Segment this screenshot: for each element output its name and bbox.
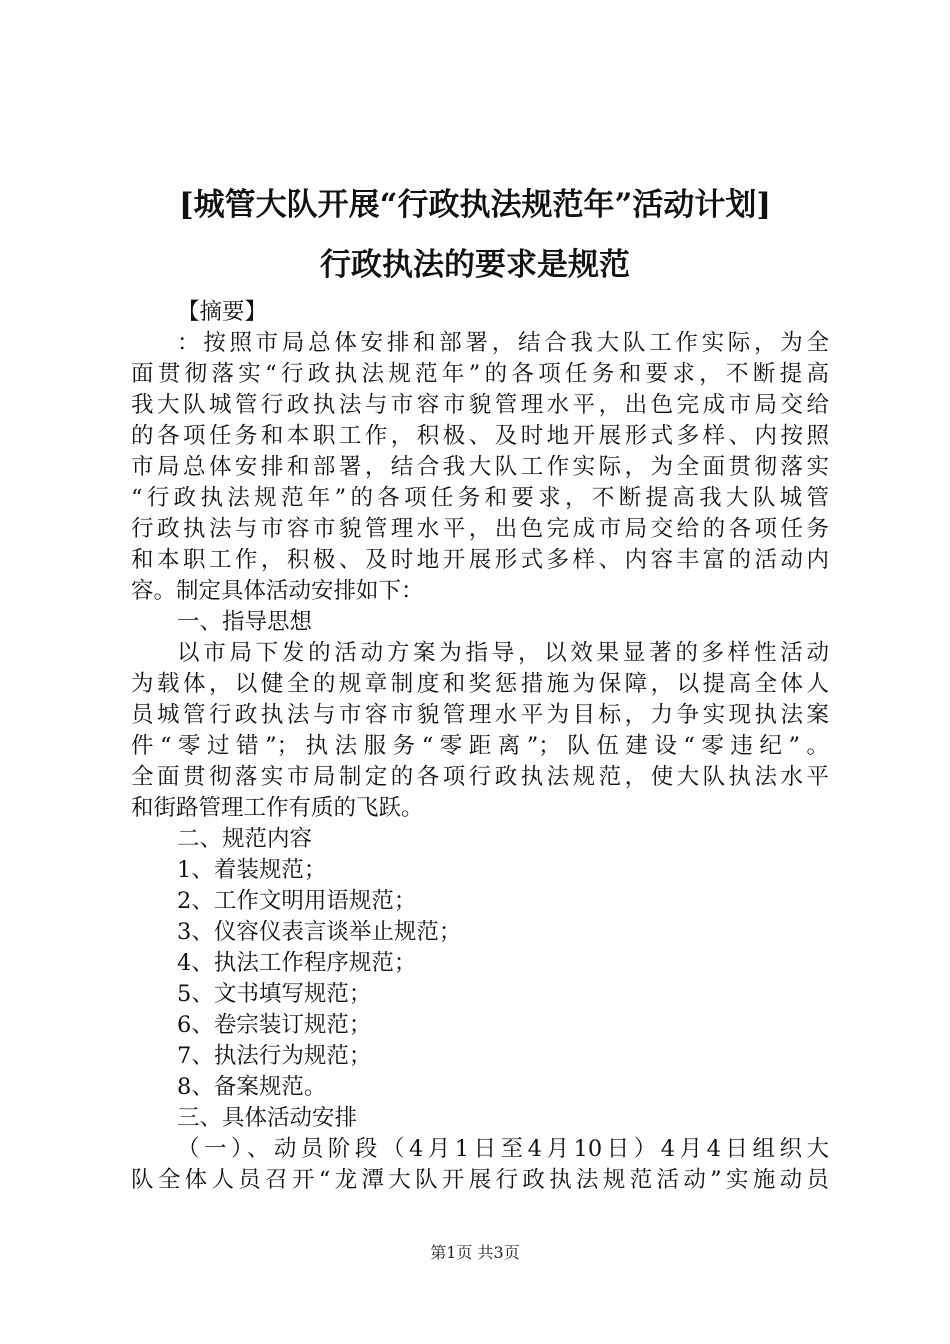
body-line: 件“零过错”；执法服务“零距离”；队伍建设“零违纪”。 <box>131 733 829 759</box>
body-line: 和街路管理工作有质的飞跃。 <box>131 795 424 821</box>
body-line: 员城管行政执法与市容市貌管理水平为目标，力争实现执法案 <box>131 702 829 728</box>
body-line: 和本职工作，积极、及时地开展形式多样、内容丰富的活动内 <box>131 547 829 573</box>
body-line: ：按照市局总体安排和部署，结合我大队工作实际，为全 <box>177 330 829 356</box>
list-item: 3、仪容仪表言谈举止规范； <box>177 919 462 945</box>
page-footer: 第1页 共3页 <box>430 1243 520 1262</box>
body-line: 的各项任务和本职工作，积极、及时地开展形式多样、内按照 <box>131 423 829 449</box>
body-line: 容。制定具体活动安排如下： <box>131 578 424 604</box>
document-title-line-1: [城管大队开展“行政执法规范年”活动计划] <box>179 187 771 223</box>
body-line: 行政执法与市容市貌管理水平，出色完成市局交给的各项任务 <box>131 516 829 542</box>
list-item: 6、卷宗装订规范； <box>177 1012 372 1038</box>
list-item: 5、文书填写规范； <box>177 981 372 1007</box>
body-line: 全面贯彻落实市局制定的各项行政执法规范，使大队执法水平 <box>131 764 829 790</box>
list-item: 8、备案规范。 <box>177 1074 327 1100</box>
body-line: 我大队城管行政执法与市容市貌管理水平，出色完成市局交给 <box>131 392 829 418</box>
body-line: 市局总体安排和部署，结合我大队工作实际，为全面贯彻落实 <box>131 454 829 480</box>
body-line: 队全体人员召开“龙潭大队开展行政执法规范活动”实施动员 <box>131 1167 829 1193</box>
document-body <box>131 297 829 1196</box>
body-line: “行政执法规范年”的各项任务和要求，不断提高我大队城管 <box>131 485 829 511</box>
body-line: 为载体，以健全的规章制度和奖惩措施为保障，以提高全体人 <box>131 671 829 697</box>
body-line: 面贯彻落实“行政执法规范年”的各项任务和要求，不断提高 <box>131 361 829 387</box>
document-title-line-2: 行政执法的要求是规范 <box>320 247 630 283</box>
abstract-heading: 【摘要】 <box>177 299 268 325</box>
body-line: （一）、动员阶段（4月1日至4月10日）4月4日组织大 <box>177 1136 829 1162</box>
body-line: 以市局下发的活动方案为指导，以效果显著的多样性活动 <box>177 640 829 666</box>
section-heading: 一、指导思想 <box>177 609 313 635</box>
section-heading: 三、具体活动安排 <box>177 1105 358 1131</box>
section-heading: 二、规范内容 <box>177 826 313 852</box>
list-item: 4、执法工作程序规范； <box>177 950 417 976</box>
list-item: 2、工作文明用语规范； <box>177 888 417 914</box>
list-item: 7、执法行为规范； <box>177 1043 372 1069</box>
list-item: 1、着装规范； <box>177 857 327 883</box>
